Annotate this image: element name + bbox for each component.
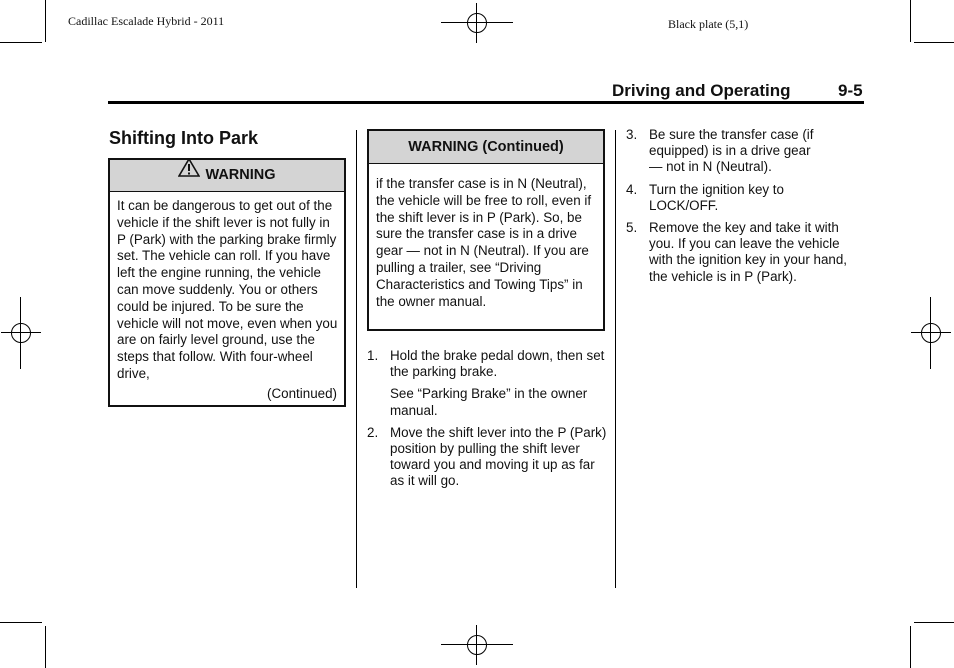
- step-subtext: See “Parking Brake” in the owner manual.: [390, 386, 588, 418]
- step-text: Be sure the transfer case (if equipped) is in a drive gear — not in N (Neutral).: [649, 127, 814, 175]
- registration-line: [441, 644, 513, 645]
- step-number: 4.: [626, 181, 638, 197]
- step-number: 1.: [367, 348, 379, 363]
- crop-mark: [910, 0, 911, 42]
- warning-box: [108, 158, 346, 407]
- warning-continued-header: WARNING (Continued): [369, 131, 603, 164]
- step-text: Remove the key and take it with you. If you can leave the vehicle with the ignition key in your hand, the vehicle is in P (Park).: [649, 220, 848, 284]
- warning-header: [110, 160, 344, 192]
- step-text: Hold the brake pedal down, then set the parking brake.: [390, 348, 605, 380]
- list-item: [626, 127, 862, 176]
- crop-mark: [914, 42, 954, 43]
- crop-mark: [910, 626, 911, 668]
- running-head-section: Driving and Operating: [612, 81, 791, 100]
- step-text: Move the shift lever into the P (Park) position by pulling the shift lever toward you and moving it up as far as it will go.: [390, 424, 607, 489]
- warning-triangle-icon: [178, 158, 200, 189]
- crop-mark: [45, 0, 46, 42]
- print-header-right: Black plate (5,1): [668, 17, 749, 31]
- step-number: 5.: [626, 220, 638, 236]
- registration-line: [930, 297, 931, 369]
- registration-mark-right: [915, 317, 947, 349]
- warning-body: It can be dangerous to get out of the vehicle if the shift lever is not fully in P (Park) with the parking brake firmly set. The vehicle can roll. If you have left the engine running, the vehicle can move suddenly. You or others could be injured. To be sure the vehicle will not move, even when you are on fairly level ground, use the steps that follow. With four-wheel drive,: [117, 198, 338, 381]
- column-divider: [356, 130, 357, 588]
- running-head-rule: [108, 101, 864, 104]
- registration-line: [20, 297, 21, 369]
- registration-mark-bottom: [461, 629, 493, 661]
- warning-title: WARNING: [205, 167, 276, 183]
- steps-list-col2: [367, 348, 607, 490]
- crop-mark: [45, 626, 46, 668]
- crop-mark: [914, 622, 954, 623]
- step-number: 2.: [367, 424, 379, 440]
- list-item: [367, 348, 607, 419]
- list-item: [367, 425, 607, 490]
- print-header-left: Cadillac Escalade Hybrid - 2011: [68, 14, 225, 28]
- step-text: Turn the ignition key to LOCK/OFF.: [649, 181, 784, 213]
- section-title: Shifting Into Park: [109, 128, 259, 148]
- list-item: [626, 182, 862, 214]
- warning-continued-box: [367, 129, 605, 331]
- crop-mark: [0, 42, 42, 43]
- steps-list-col3: [626, 127, 862, 285]
- running-head-page-number: 9-5: [838, 81, 863, 100]
- column-divider: [615, 130, 616, 588]
- warning-continued-body: if the transfer case is in N (Neutral), the vehicle will be free to roll, even if the shift lever is in P (Park). So, be sure the transfer case is in a drive gear — not in N (Neutral). If you are pulling a trailer, see “Driving Characteristics and Towing Tips” in the owner manual.: [376, 176, 592, 309]
- step-number: 3.: [626, 127, 638, 142]
- list-item: [626, 220, 862, 285]
- warning-continued: (Continued): [267, 386, 337, 401]
- registration-mark-top: [461, 7, 493, 39]
- crop-mark: [0, 622, 42, 623]
- registration-mark-left: [5, 317, 37, 349]
- registration-line: [441, 22, 513, 23]
